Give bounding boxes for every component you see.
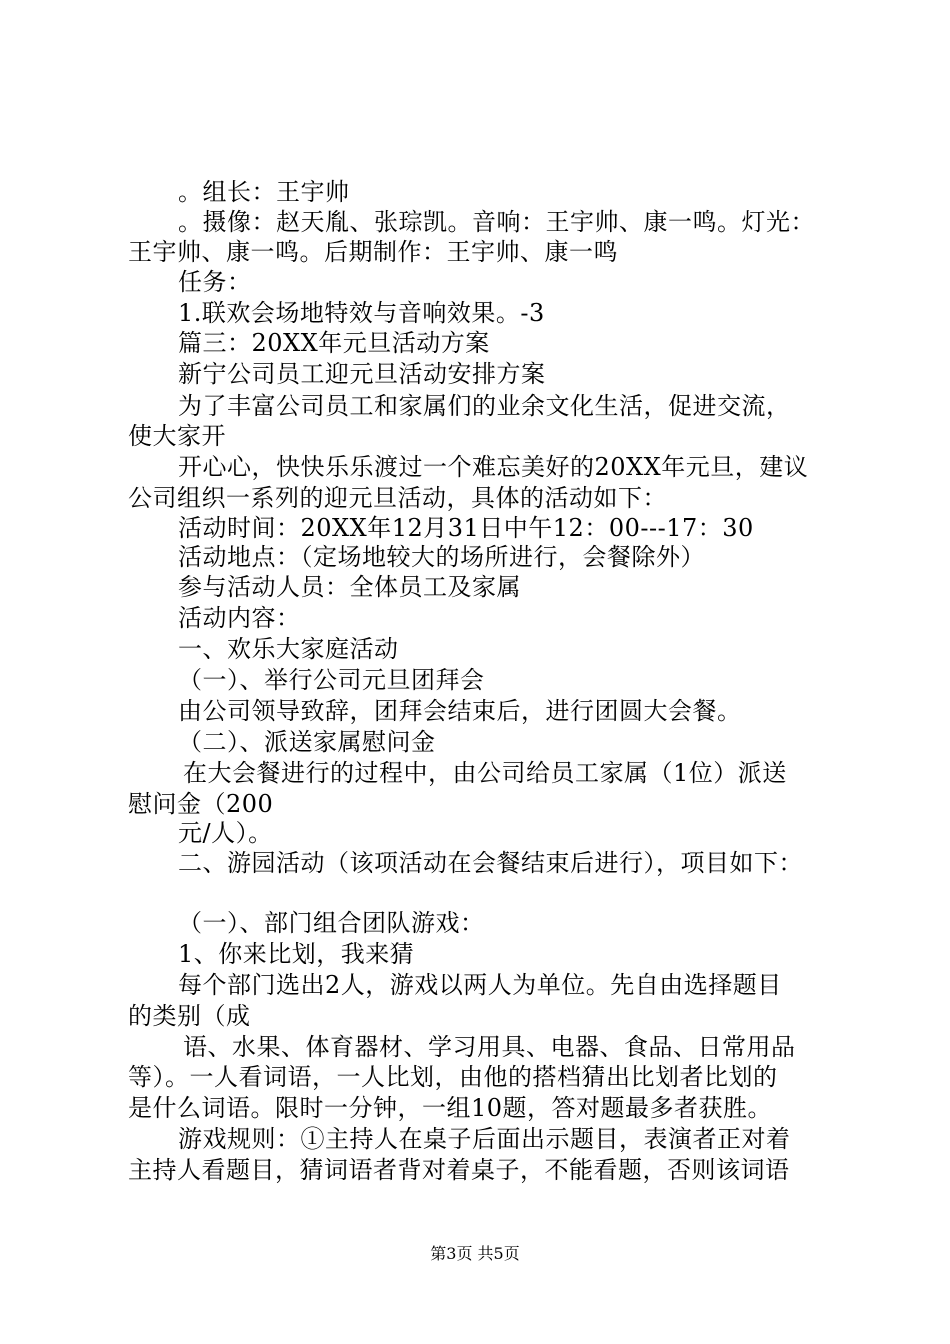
- text-line: 元/人）。: [178, 819, 273, 847]
- section-heading: 二、游园活动（该项活动在会餐结束后进行），项目如下：: [178, 849, 803, 877]
- text-line: 为了丰富公司员工和家属们的业余文化生活，促进交流，: [178, 392, 791, 420]
- text-line: 活动时间：20XX年12月31日中午12：00---17：30: [178, 514, 754, 542]
- subsection-heading: （二）、派送家属慰问金: [178, 728, 436, 756]
- text-line: 活动地点：（定场地较大的场所进行，会餐除外）: [178, 543, 705, 571]
- subsection-heading: （一）、部门组合团队游戏：: [178, 909, 485, 937]
- text-line: 等）。一人看词语，一人比划，由他的搭档猜出比划者比划的: [128, 1063, 778, 1091]
- subsection-heading: （一）、举行公司元旦团拜会: [178, 666, 485, 694]
- text-line: 游戏规则：①主持人在桌子后面出示题目，表演者正对着: [178, 1125, 791, 1153]
- text-line: 。组长：王宇帅: [178, 178, 350, 206]
- text-line: 任务：: [178, 268, 252, 296]
- text-line: 使大家开: [128, 422, 226, 450]
- text-line: 公司组织一系列的迎元旦活动，具体的活动如下：: [128, 484, 667, 512]
- document-title: 新宁公司员工迎元旦活动安排方案: [178, 360, 546, 388]
- text-line: 活动内容：: [178, 604, 301, 632]
- text-line: 由公司领导致辞，团拜会结束后，进行团圆大会餐。: [178, 697, 742, 725]
- text-line: 1.联欢会场地特效与音响效果。-3: [178, 299, 545, 327]
- text-line: 慰问金（200: [128, 790, 274, 818]
- text-line: 在大会餐进行的过程中，由公司给员工家属（1位）派送: [183, 759, 787, 787]
- text-line: 参与活动人员：全体员工及家属: [178, 573, 521, 601]
- page-number-footer: 第3页 共5页: [430, 1244, 520, 1263]
- text-line: 1、你来比划，我来猜: [178, 940, 415, 968]
- section-heading: 篇三：20XX年元旦活动方案: [178, 329, 490, 357]
- text-line: 每个部门选出2人，游戏以两人为单位。先自由选择题目: [178, 971, 782, 999]
- text-line: 语、水果、体育器材、学习用具、电器、食品、日常用品: [183, 1033, 796, 1061]
- text-line: 是什么词语。限时一分钟，一组10题，答对题最多者获胜。: [128, 1094, 773, 1122]
- text-line: 的类别（成: [128, 1002, 251, 1030]
- text-line: 。摄像：赵天胤、张琮凯。音响：王宇帅、康一鸣。灯光：: [178, 208, 815, 236]
- section-heading: 一、欢乐大家庭活动: [178, 635, 399, 663]
- text-line: 开心心，快快乐乐渡过一个难忘美好的20XX年元旦，建议: [178, 453, 809, 481]
- text-line: 王宇帅、康一鸣。后期制作：王宇帅、康一鸣: [128, 238, 618, 266]
- text-line: 主持人看题目，猜词语者背对着桌子，不能看题，否则该词语: [128, 1156, 790, 1184]
